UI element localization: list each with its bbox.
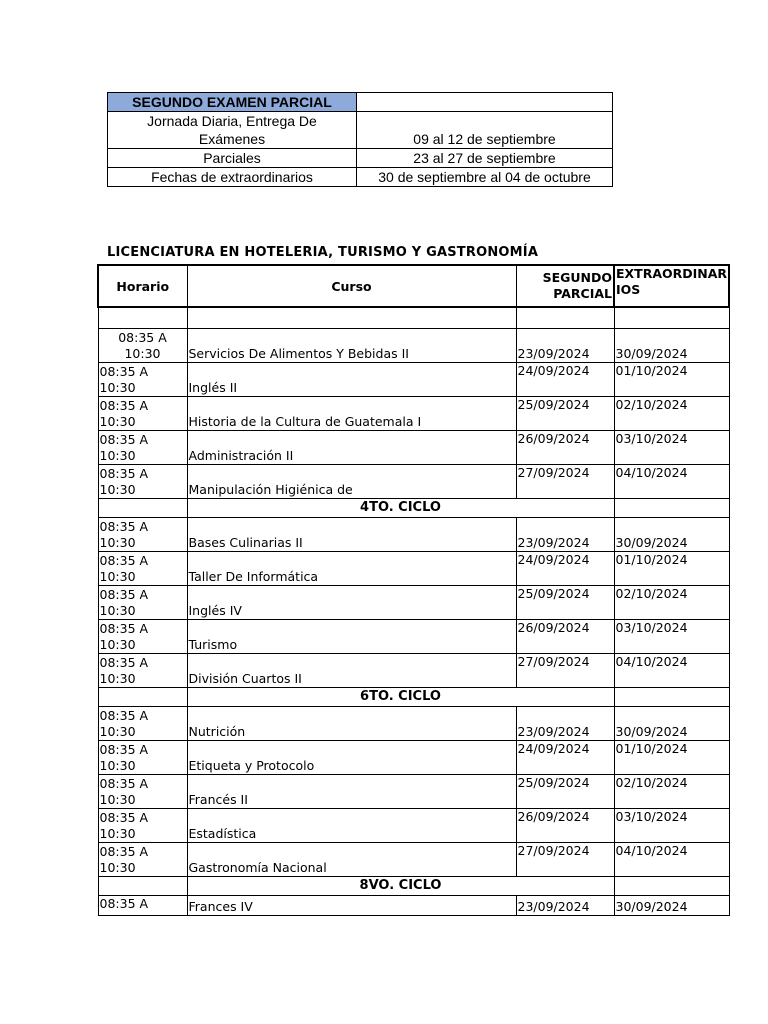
row-horario: [98, 706, 187, 740]
table-row: [98, 619, 729, 653]
row-parcial: 23/09/2024: [516, 706, 614, 740]
row-extraordinario: 03/10/2024: [614, 430, 729, 464]
row-horario: [98, 362, 187, 396]
cycle-label-4: 4TO. CICLO: [187, 498, 614, 517]
row-curso: Inglés II: [187, 362, 516, 396]
time-end: 10:30: [99, 568, 136, 584]
row-horario: [98, 396, 187, 430]
row-parcial: 23/09/2024: [516, 517, 614, 551]
row-parcial: 26/09/2024: [516, 430, 614, 464]
table-row: [98, 706, 729, 740]
row-extraordinario: 02/10/2024: [614, 585, 729, 619]
row-parcial: 23/09/2024: [516, 328, 614, 362]
time-start: 08:35 A: [99, 465, 149, 481]
row-parcial: 25/09/2024: [516, 396, 614, 430]
row-curso: Taller De Informática: [187, 551, 516, 585]
row-horario: [98, 774, 187, 808]
time-start: 08:35 A: [99, 431, 149, 447]
table-row: [98, 585, 729, 619]
header-parcial-line: PARCIAL: [553, 286, 612, 301]
row-curso: Estadística: [187, 808, 516, 842]
time-start: 08:35 A: [99, 741, 149, 757]
cycle-label-8: 8VO. CICLO: [187, 876, 614, 895]
time-end: 10:30: [99, 757, 136, 773]
row-curso: Administración II: [187, 430, 516, 464]
cycle-row: [98, 498, 729, 517]
row-horario: [98, 328, 187, 362]
row-curso: Bases Culinarias II: [187, 517, 516, 551]
cycle4-block: [98, 517, 729, 687]
schedule-header-row: [98, 265, 729, 307]
header-extra-line: EXTRAORDINAR: [616, 266, 728, 281]
row-extraordinario: 03/10/2024: [614, 619, 729, 653]
row-curso: Manipulación Higiénica de: [187, 464, 516, 498]
header-curso: Curso: [187, 265, 516, 307]
table-row: [98, 808, 729, 842]
row-extraordinario: 02/10/2024: [614, 774, 729, 808]
table-row: [98, 464, 729, 498]
header-horario: Horario: [98, 265, 187, 307]
row-parcial: 27/09/2024: [516, 464, 614, 498]
first-block: [98, 328, 729, 498]
time-start: 08:35 A: [99, 809, 149, 825]
table-row: [98, 328, 729, 362]
time-start: 08:35 A: [99, 895, 149, 911]
time-start: 08:35 A: [118, 329, 167, 345]
row-parcial: 27/09/2024: [516, 653, 614, 687]
time-start: 08:35 A: [99, 397, 149, 413]
time-end: 10:30: [99, 413, 136, 429]
time-start: 08:35 A: [99, 843, 149, 859]
summary-value: 30 de septiembre al 04 de octubre: [357, 168, 613, 187]
row-horario: [98, 842, 187, 876]
spacer-row: [98, 307, 729, 328]
row-horario: [98, 551, 187, 585]
schedule-title: LICENCIATURA EN HOTELERIA, TURISMO Y GASTRONOMÍA: [107, 245, 539, 260]
time-start: 08:35 A: [99, 707, 149, 723]
time-end: 10:30: [99, 481, 136, 497]
row-curso: Inglés IV: [187, 585, 516, 619]
row-parcial: 27/09/2024: [516, 842, 614, 876]
cycle6-block: [98, 706, 729, 876]
table-row: [98, 842, 729, 876]
row-curso: Frances IV: [187, 895, 516, 915]
time-start: 08:35 A: [99, 552, 149, 568]
row-extraordinario: 30/09/2024: [614, 706, 729, 740]
row-extraordinario: 01/10/2024: [614, 362, 729, 396]
row-curso: Francés II: [187, 774, 516, 808]
summary-label-line: Jornada Diaria, Entrega De: [147, 113, 317, 129]
time-end: 10:30: [124, 345, 161, 361]
row-curso: Nutrición: [187, 706, 516, 740]
table-row: [98, 362, 729, 396]
table-row: [98, 396, 729, 430]
time-start: 08:35 A: [99, 363, 149, 379]
row-horario: [98, 653, 187, 687]
row-curso: División Cuartos II: [187, 653, 516, 687]
row-parcial: 25/09/2024: [516, 774, 614, 808]
row-horario: [98, 585, 187, 619]
row-extraordinario: 01/10/2024: [614, 740, 729, 774]
row-extraordinario: 02/10/2024: [614, 396, 729, 430]
table-row: [98, 653, 729, 687]
row-horario: [98, 464, 187, 498]
schedule-table: [97, 264, 730, 916]
row-parcial: 26/09/2024: [516, 808, 614, 842]
row-curso: Gastronomía Nacional: [187, 842, 516, 876]
row-curso: Etiqueta y Protocolo: [187, 740, 516, 774]
row-horario: [98, 619, 187, 653]
cycle-row: [98, 687, 729, 706]
time-end: 10:30: [99, 670, 136, 686]
header-extra-line: IOS: [616, 282, 641, 297]
row-horario: [98, 808, 187, 842]
summary-value: 09 al 12 de septiembre: [357, 112, 613, 149]
row-extraordinario: 30/09/2024: [614, 517, 729, 551]
row-horario: [98, 895, 187, 915]
time-end: 10:30: [99, 859, 136, 875]
table-row: [98, 517, 729, 551]
exam-summary-table: [107, 92, 613, 187]
summary-label: Parciales: [108, 149, 357, 168]
time-end: 10:30: [99, 447, 136, 463]
row-parcial: 25/09/2024: [516, 585, 614, 619]
time-start: 08:35 A: [99, 654, 149, 670]
summary-label: Fechas de extraordinarios: [108, 168, 357, 187]
time-start: 08:35 A: [99, 586, 149, 602]
summary-value: 23 al 27 de septiembre: [357, 149, 613, 168]
time-end: 10:30: [99, 379, 136, 395]
row-curso: Turismo: [187, 619, 516, 653]
row-extraordinario: 04/10/2024: [614, 653, 729, 687]
time-end: 10:30: [99, 723, 136, 739]
row-horario: [98, 740, 187, 774]
row-extraordinario: 01/10/2024: [614, 551, 729, 585]
row-extraordinario: 30/09/2024: [614, 328, 729, 362]
header-parcial: [516, 265, 614, 307]
time-end: 10:30: [99, 534, 136, 550]
cycle-row: [98, 876, 729, 895]
table-row: [98, 740, 729, 774]
row-extraordinario: 03/10/2024: [614, 808, 729, 842]
time-end: 10:30: [99, 825, 136, 841]
row-extraordinario: 04/10/2024: [614, 464, 729, 498]
row-parcial: 24/09/2024: [516, 362, 614, 396]
time-start: 08:35 A: [99, 620, 149, 636]
summary-header: SEGUNDO EXAMEN PARCIAL: [108, 93, 357, 112]
summary-label: [108, 112, 357, 149]
row-parcial: 23/09/2024: [516, 895, 614, 915]
row-parcial: 24/09/2024: [516, 740, 614, 774]
time-end: 10:30: [99, 791, 136, 807]
time-end: 10:30: [99, 636, 136, 652]
table-row: [98, 774, 729, 808]
row-extraordinario: 04/10/2024: [614, 842, 729, 876]
table-row: [98, 551, 729, 585]
time-end: 10:30: [99, 602, 136, 618]
row-horario: [98, 517, 187, 551]
summary-header-empty: [357, 93, 613, 112]
row-curso: Servicios De Alimentos Y Bebidas II: [187, 328, 516, 362]
row-parcial: 26/09/2024: [516, 619, 614, 653]
header-extraordinarios: [614, 265, 729, 307]
cycle8-block: [98, 895, 729, 915]
row-extraordinario: 30/09/2024: [614, 895, 729, 915]
cycle-label-6: 6TO. CICLO: [187, 687, 614, 706]
row-curso: Historia de la Cultura de Guatemala I: [187, 396, 516, 430]
header-parcial-line: SEGUNDO: [542, 270, 612, 285]
time-start: 08:35 A: [99, 775, 149, 791]
row-horario: [98, 430, 187, 464]
time-start: 08:35 A: [99, 518, 149, 534]
summary-label-line: Exámenes: [198, 131, 266, 147]
table-row: [98, 895, 729, 915]
table-row: [98, 430, 729, 464]
row-parcial: 24/09/2024: [516, 551, 614, 585]
